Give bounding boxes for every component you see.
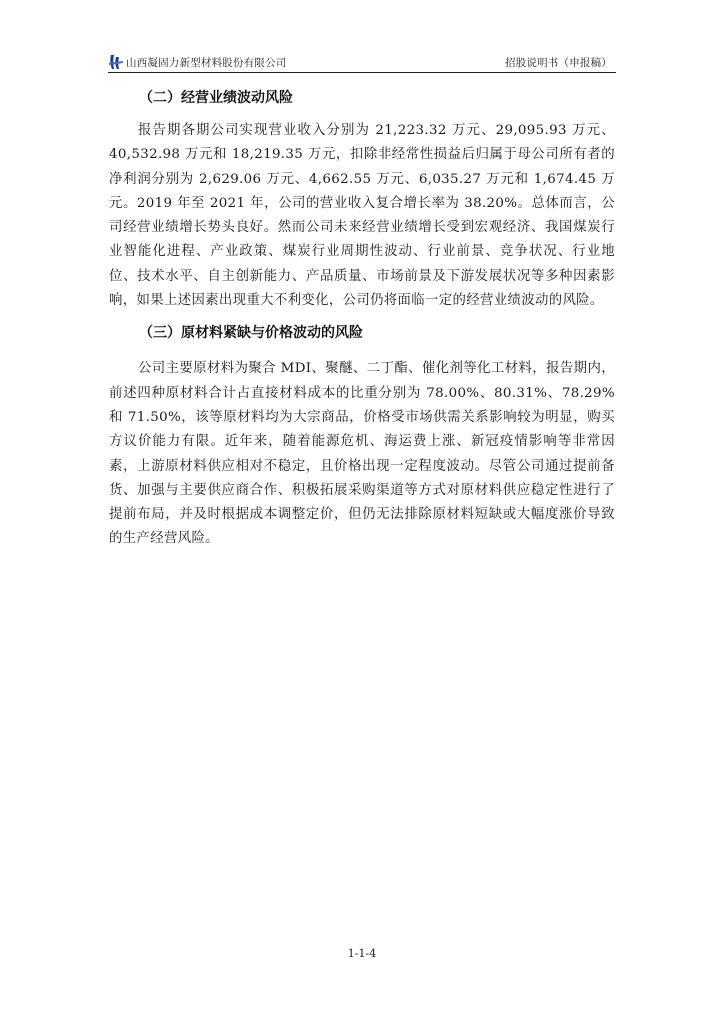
company-name: 山西凝固力新型材料股份有限公司 — [126, 57, 287, 69]
section-heading: （三）原材料紧缺与价格波动的风险 — [139, 325, 363, 342]
document-type: 招股说明书（申报稿） — [505, 57, 612, 69]
main-content — [109, 86, 615, 552]
page-number: 1-1-4 — [347, 947, 377, 960]
section-raw-material-risk — [109, 321, 615, 551]
section-operating-risk — [109, 86, 615, 313]
section-paragraph: 公司主要原材料为聚合 MDI、聚醚、二丁酯、催化剂等化工材料，报告期内，前述四种原材料合计占直接材料成本的比重分别为 78.00%、80.31%、78.29% 和 71.50%，该等原材料均为大宗商品，价格受市场供需关系影响较为明显，购买方议价能力有限。近年来，随着能源危机、海运费上涨、新冠疫情影响等非常因素，上游原材料供应相对不稳定，且价格出现一定程度波动。尽管公司通过提前备货、加强与主要供应商合作、积极拓展采购渠道等方式对原材料供应稳定性进行了提前布局，并及时根据成本调整定价，但仍无法排除原材料短缺或大幅度涨价导致的生产经营风险。 — [109, 361, 615, 547]
company-logo-icon — [108, 54, 124, 70]
section-heading: （二）经营业绩波动风险 — [139, 90, 293, 106]
section-paragraph: 报告期各期公司实现营业收入分别为 21,223.32 万元、29,095.93 万元、40,532.98 万元和 18,219.35 万元，扣除非经常性损益后归属于母公司所有者的净利润分别为 2,629.06 万元、4,662.55 万元、6,035.27 万元和 1,674.45 万元。2019 年至 2021 年，公司的营业收入复合增长率为 38.20%。总体而言，公司经营业绩增长势头良好。然而公司未来经营业绩增长受到宏观经济、我国煤炭行业智能化进程、产业政策、煤炭行业周期性波动、行业前景、竞争状况、行业地位、技术水平、自主创新能力、产品质量、市场前景及下游发展状况等多种因素影响，如果上述因素出现重大不利变化，公司仍将面临一定的经营业绩波动的风险。 — [109, 123, 615, 309]
page-header — [108, 52, 616, 73]
